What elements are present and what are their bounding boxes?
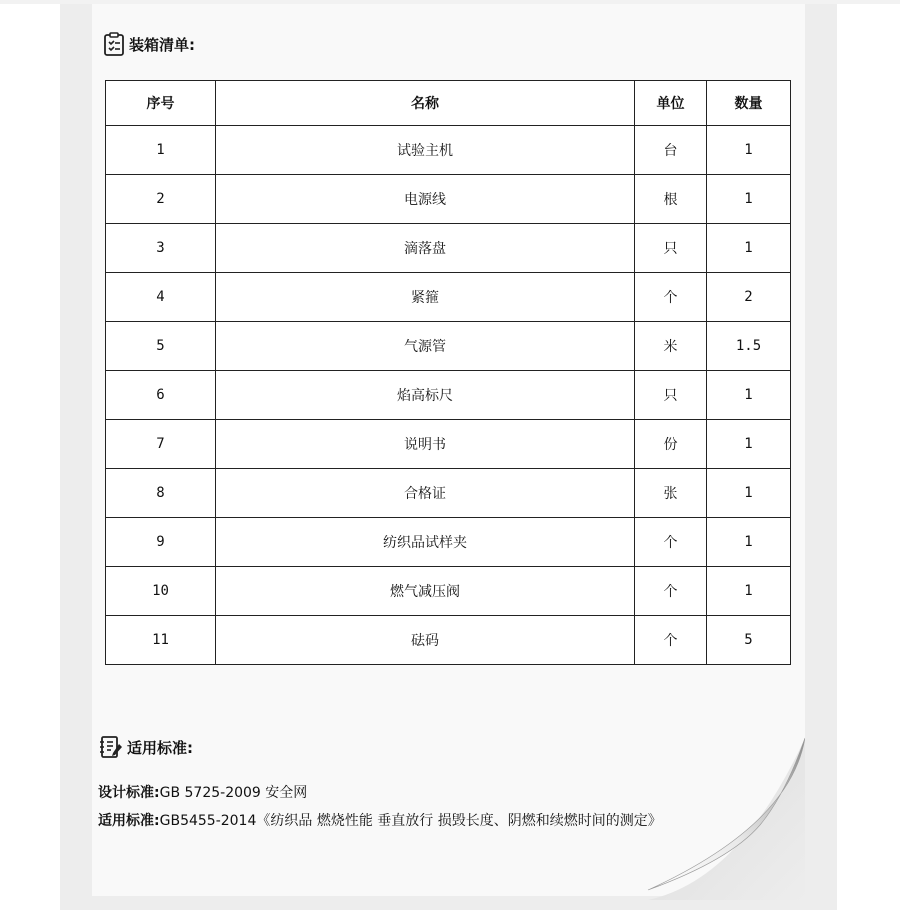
- packing-list-heading: [103, 32, 195, 56]
- table-row: [106, 469, 791, 518]
- packing-list-table: [105, 80, 791, 665]
- design-standard-label: 设计标准:: [98, 785, 160, 801]
- item-name-cell: 燃气减压阀: [216, 567, 635, 616]
- standards-title: 适用标准:: [127, 738, 193, 757]
- quantity-cell: 1: [707, 175, 791, 224]
- quantity-cell: 5: [707, 616, 791, 665]
- standards-heading: [99, 734, 193, 760]
- item-name-cell: 滴落盘: [216, 224, 635, 273]
- unit-cell: 只: [635, 224, 707, 273]
- header-qty: 数量: [707, 81, 791, 126]
- table-row: [106, 616, 791, 665]
- applicable-standard-label: 适用标准:: [98, 813, 160, 829]
- quantity-cell: 1: [707, 567, 791, 616]
- row-number-cell: 8: [106, 469, 216, 518]
- quantity-cell: 1: [707, 224, 791, 273]
- item-name-cell: 试验主机: [216, 126, 635, 175]
- row-number-cell: 10: [106, 567, 216, 616]
- clipboard-icon: [103, 32, 129, 56]
- unit-cell: 张: [635, 469, 707, 518]
- quantity-cell: 1: [707, 518, 791, 567]
- table-row: [106, 224, 791, 273]
- header-no: 序号: [106, 81, 216, 126]
- row-number-cell: 7: [106, 420, 216, 469]
- packing-list-title: 装箱清单:: [129, 35, 195, 54]
- left-margin: [60, 4, 92, 910]
- table-row: [106, 126, 791, 175]
- item-name-cell: 紧箍: [216, 273, 635, 322]
- row-number-cell: 9: [106, 518, 216, 567]
- unit-cell: 个: [635, 273, 707, 322]
- row-number-cell: 1: [106, 126, 216, 175]
- design-standard-line: [98, 782, 307, 802]
- table-row: [106, 567, 791, 616]
- applicable-standard-value: GB5455-2014《纺织品 燃烧性能 垂直放行 损毁长度、阴燃和续燃时间的测定》: [159, 813, 662, 829]
- item-name-cell: 气源管: [216, 322, 635, 371]
- table-row: [106, 322, 791, 371]
- table-row: [106, 175, 791, 224]
- table-row: [106, 371, 791, 420]
- header-name: 名称: [216, 81, 635, 126]
- unit-cell: 米: [635, 322, 707, 371]
- unit-cell: 根: [635, 175, 707, 224]
- unit-cell: 只: [635, 371, 707, 420]
- quantity-cell: 1: [707, 420, 791, 469]
- quantity-cell: 1: [707, 126, 791, 175]
- row-number-cell: 11: [106, 616, 216, 665]
- table-header-row: [106, 81, 791, 126]
- item-name-cell: 电源线: [216, 175, 635, 224]
- item-name-cell: 合格证: [216, 469, 635, 518]
- right-margin: [805, 4, 837, 910]
- unit-cell: 个: [635, 567, 707, 616]
- item-name-cell: 纺织品试样夹: [216, 518, 635, 567]
- applicable-standard-line: [98, 810, 662, 830]
- unit-cell: 份: [635, 420, 707, 469]
- header-unit: 单位: [635, 81, 707, 126]
- quantity-cell: 1: [707, 469, 791, 518]
- item-name-cell: 砝码: [216, 616, 635, 665]
- notebook-icon: [99, 734, 127, 760]
- design-standard-value: GB 5725-2009 安全网: [159, 785, 308, 801]
- item-name-cell: 焰高标尺: [216, 371, 635, 420]
- row-number-cell: 2: [106, 175, 216, 224]
- page-curl-decoration: [620, 730, 805, 900]
- unit-cell: 个: [635, 616, 707, 665]
- quantity-cell: 1: [707, 371, 791, 420]
- row-number-cell: 5: [106, 322, 216, 371]
- row-number-cell: 3: [106, 224, 216, 273]
- row-number-cell: 6: [106, 371, 216, 420]
- table-row: [106, 273, 791, 322]
- unit-cell: 个: [635, 518, 707, 567]
- table-row: [106, 518, 791, 567]
- unit-cell: 台: [635, 126, 707, 175]
- table-row: [106, 420, 791, 469]
- row-number-cell: 4: [106, 273, 216, 322]
- quantity-cell: 1.5: [707, 322, 791, 371]
- quantity-cell: 2: [707, 273, 791, 322]
- item-name-cell: 说明书: [216, 420, 635, 469]
